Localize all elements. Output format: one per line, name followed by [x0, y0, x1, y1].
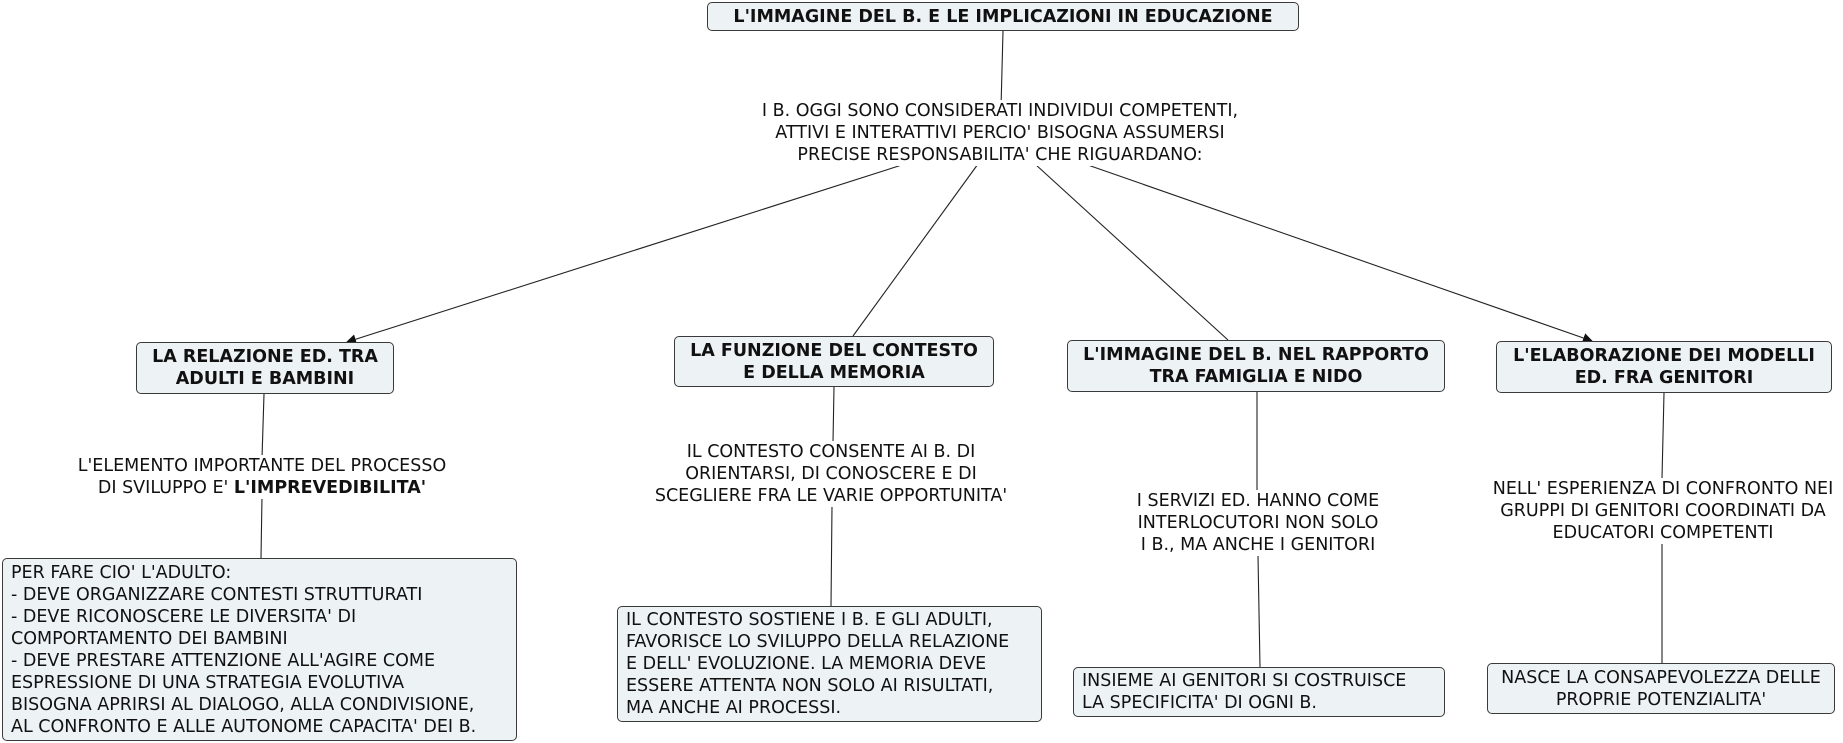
connector-relazione-link — [262, 394, 264, 458]
detail-node-modelli[interactable]: NASCE LA CONSAPEVOLEZZA DELLE PROPRIE POTENZIALITA' — [1487, 663, 1835, 714]
topic-node-famiglia[interactable]: L'IMMAGINE DEL B. NEL RAPPORTO TRA FAMIGLIA E NIDO — [1067, 340, 1445, 392]
connector-link-detail-2 — [831, 506, 832, 606]
detail-node-famiglia[interactable]: INSIEME AI GENITORI SI COSTRUISCE LA SPECIFICITA' DI OGNI B. — [1073, 667, 1445, 717]
topic-node-relazione[interactable]: LA RELAZIONE ED. TRA ADULTI E BAMBINI — [136, 342, 394, 394]
connector-title-intro — [1001, 31, 1003, 108]
connector-contesto-link — [833, 387, 834, 442]
connector-intro-relazione — [347, 164, 905, 342]
intro-text: I B. OGGI SONO CONSIDERATI INDIVIDUI COMPETENTI, ATTIVI E INTERATTIVI PERCIO' BISOGNA ASSUMERSI PRECISE RESPONSABILITA' CHE RIGUARDANO: — [724, 100, 1276, 166]
link-text-contesto: IL CONTESTO CONSENTE AI B. DI ORIENTARSI, DI CONOSCERE E DI SCEGLIERE FRA LE VARIE OPPORTUNITA' — [636, 441, 1026, 507]
connector-modelli-link — [1662, 393, 1664, 478]
topic-node-modelli[interactable]: L'ELABORAZIONE DEI MODELLI ED. FRA GENITORI — [1496, 341, 1832, 393]
connector-intro-modelli — [1085, 164, 1592, 341]
detail-node-contesto[interactable]: IL CONTESTO SOSTIENE I B. E GLI ADULTI, FAVORISCE LO SVILUPPO DELLA RELAZIONE E DELL' EVOLUZIONE. LA MEMORIA DEVE ESSERE ATTENTA NON SOLO AI RISULTATI, MA ANCHE AI PROCESSI. — [617, 606, 1042, 722]
title-node[interactable]: L'IMMAGINE DEL B. E LE IMPLICAZIONI IN EDUCAZIONE — [707, 2, 1299, 31]
link-text-relazione-bold: L'IMPREVEDIBILITA' — [233, 478, 427, 498]
link-text-relazione-plain: L'ELEMENTO IMPORTANTE DEL PROCESSO DI SVILUPPO E' — [77, 456, 447, 498]
link-text-modelli: NELL' ESPERIENZA DI CONFRONTO NEI GRUPPI DI GENITORI COORDINATI DA EDUCATORI COMPETENTI — [1475, 478, 1843, 544]
connector-intro-famiglia — [1035, 164, 1228, 340]
connector-link-detail-1 — [261, 496, 262, 558]
topic-node-contesto[interactable]: LA FUNZIONE DEL CONTESTO E DELLA MEMORIA — [674, 336, 994, 387]
detail-node-relazione[interactable]: PER FARE CIO' L'ADULTO: - DEVE ORGANIZZARE CONTESTI STRUTTURATI - DEVE RICONOSCERE LE DIVERSITA' DI COMPORTAMENTO DEI BAMBINI - DEVE PRESTARE ATTENZIONE ALL'AGIRE COME ESPRESSIONE DI UNA STRATEGIA EVOLUTIVA BISOGNA APRIRSI AL DIALOGO, ALLA CONDIVISIONE, AL CONFRONTO E ALLE AUTONOME CAPACITA' DEI B. — [2, 558, 517, 741]
link-text-famiglia: I SERVIZI ED. HANNO COME INTERLOCUTORI NON SOLO I B., MA ANCHE I GENITORI — [1113, 490, 1403, 556]
link-text-relazione — [52, 455, 472, 499]
connector-link-detail-3 — [1258, 556, 1260, 667]
connector-intro-contesto — [853, 164, 978, 336]
